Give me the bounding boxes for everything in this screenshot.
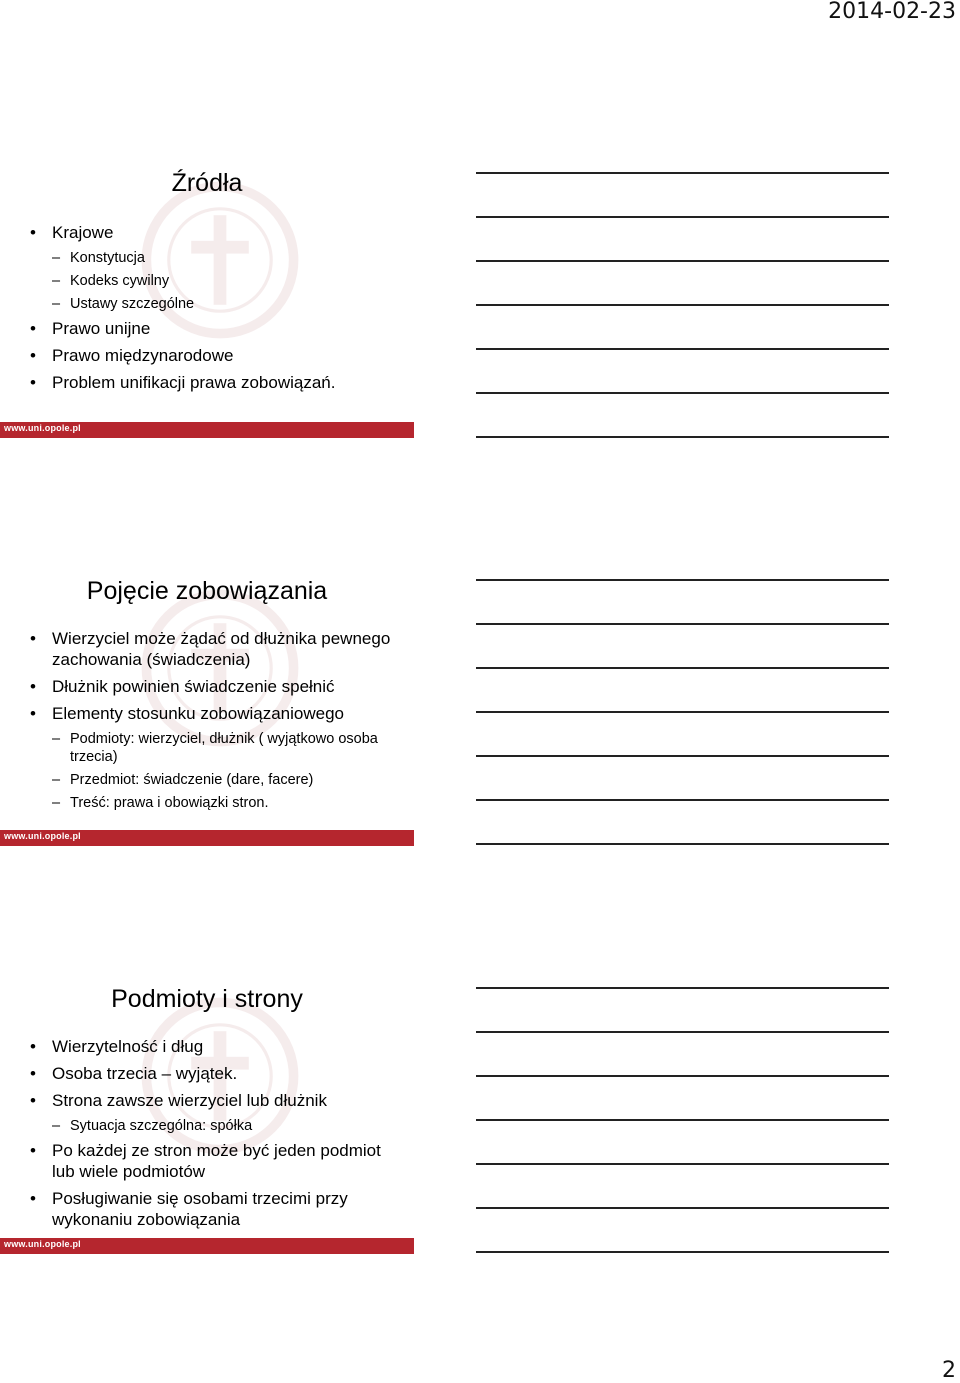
slide-title: Źródła bbox=[171, 169, 243, 197]
note-line bbox=[476, 755, 889, 757]
note-line bbox=[476, 348, 889, 350]
note-line bbox=[476, 172, 889, 174]
university-url: www.uni.opole.pl bbox=[4, 831, 81, 841]
note-line bbox=[476, 799, 889, 801]
list-item: • Wierzytelność i dług bbox=[30, 1036, 400, 1057]
note-line bbox=[476, 579, 889, 581]
note-line bbox=[476, 1031, 889, 1033]
slide-footer-bar bbox=[0, 422, 414, 438]
list-item: – Kodeks cywilny bbox=[30, 272, 400, 290]
list-item: • Po każdej ze stron może być jeden podmiot lub wiele podmiotów bbox=[30, 1140, 400, 1182]
slide-title: Podmioty i strony bbox=[111, 985, 303, 1013]
list-item: • Dłużnik powinien świadczenie spełnić bbox=[30, 676, 400, 697]
list-item: • Strona zawsze wierzyciel lub dłużnik bbox=[30, 1090, 400, 1111]
slide-1 bbox=[0, 150, 414, 480]
slide-3 bbox=[0, 966, 414, 1296]
page-number: 2 bbox=[942, 1358, 956, 1383]
note-line bbox=[476, 436, 889, 438]
note-line bbox=[476, 987, 889, 989]
list-item: • Posługiwanie się osobami trzecimi przy wykonaniu zobowiązania bbox=[30, 1188, 400, 1230]
note-line bbox=[476, 1207, 889, 1209]
list-item: • Elementy stosunku zobowiązaniowego bbox=[30, 703, 400, 724]
slide-title: Pojęcie zobowiązania bbox=[86, 577, 328, 605]
list-item: • Prawo unijne bbox=[30, 318, 400, 339]
list-item: • Krajowe bbox=[30, 222, 400, 243]
university-url: www.uni.opole.pl bbox=[4, 1239, 81, 1249]
note-line bbox=[476, 1163, 889, 1165]
slide-footer-bar bbox=[0, 1238, 414, 1254]
list-item: • Prawo międzynarodowe bbox=[30, 345, 400, 366]
list-item: • Problem unifikacji prawa zobowiązań. bbox=[30, 372, 400, 393]
list-item: • Osoba trzecia – wyjątek. bbox=[30, 1063, 400, 1084]
note-line bbox=[476, 711, 889, 713]
university-url: www.uni.opole.pl bbox=[4, 423, 81, 433]
slide-bullet-list bbox=[30, 1036, 400, 1236]
note-line bbox=[476, 1119, 889, 1121]
list-item: – Przedmiot: świadczenie (dare, facere) bbox=[30, 771, 400, 789]
list-item: • Wierzyciel może żądać od dłużnika pewnego zachowania (świadczenia) bbox=[30, 628, 400, 670]
note-line bbox=[476, 260, 889, 262]
note-line bbox=[476, 392, 889, 394]
note-line bbox=[476, 304, 889, 306]
slide-bullet-list bbox=[30, 222, 400, 399]
note-line bbox=[476, 623, 889, 625]
list-item: – Podmioty: wierzyciel, dłużnik ( wyjątkowo osoba trzecia) bbox=[30, 730, 400, 766]
list-item: – Treść: prawa i obowiązki stron. bbox=[30, 794, 400, 812]
slide-footer-bar bbox=[0, 830, 414, 846]
document-date: 2014-02-23 bbox=[828, 0, 956, 24]
note-line bbox=[476, 1075, 889, 1077]
note-line bbox=[476, 1251, 889, 1253]
note-line bbox=[476, 216, 889, 218]
list-item: – Sytuacja szczególna: spółka bbox=[30, 1117, 400, 1135]
list-item: – Ustawy szczególne bbox=[30, 295, 400, 313]
slide-bullet-list bbox=[30, 628, 400, 817]
slide-2 bbox=[0, 558, 414, 888]
note-line bbox=[476, 667, 889, 669]
list-item: – Konstytucja bbox=[30, 249, 400, 267]
note-line bbox=[476, 843, 889, 845]
